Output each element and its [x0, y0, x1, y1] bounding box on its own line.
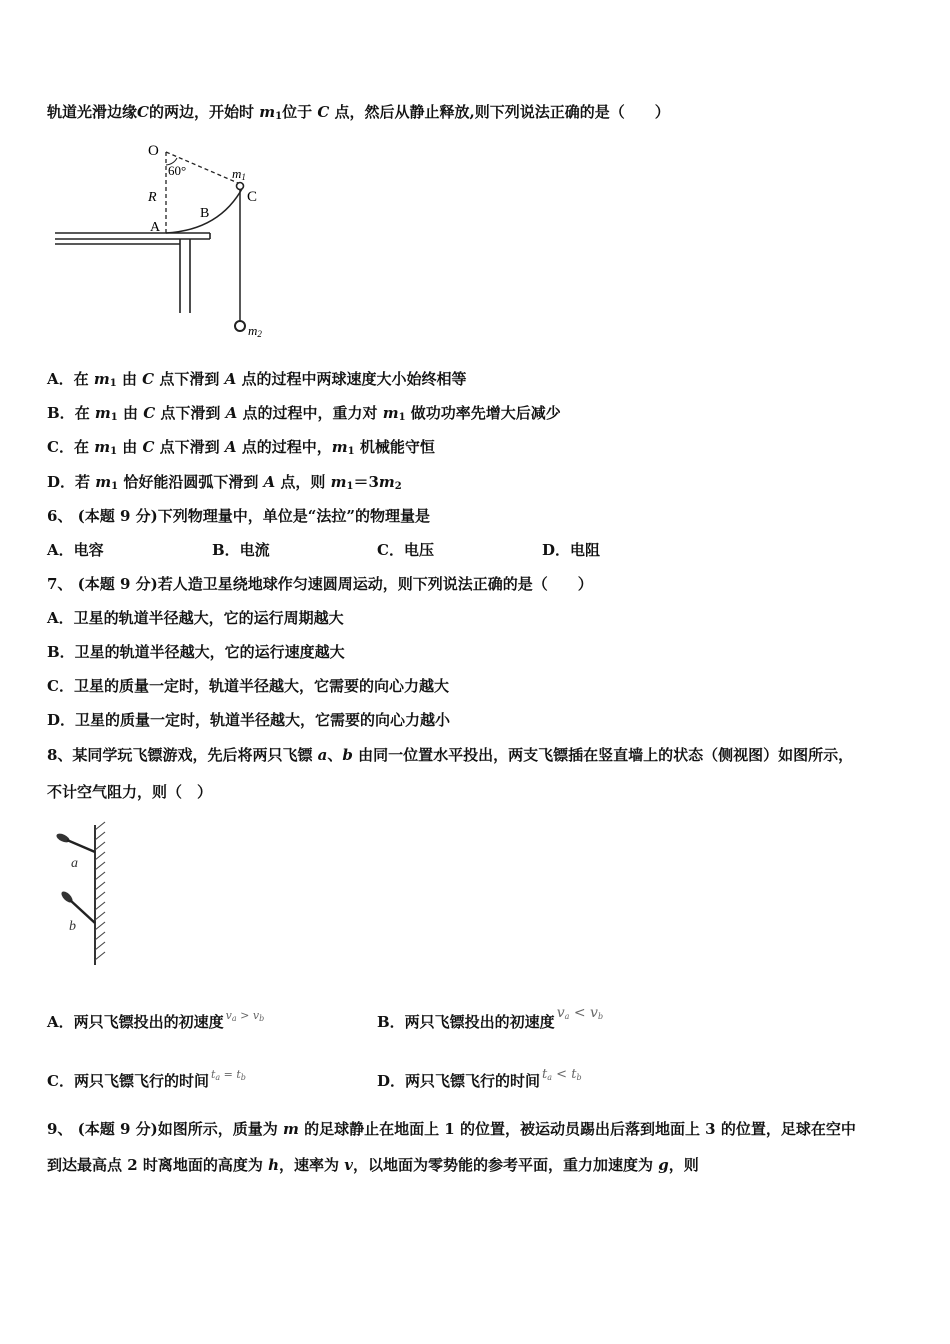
q8-option-b-math: $v_a < v_b$ — [556, 1005, 604, 1021]
darts-wall-figure — [45, 820, 120, 970]
q7-option-a[interactable]: A．卫星的轨道半径越大，它的运行周期越大 — [47, 609, 344, 627]
wall-hatching — [95, 822, 105, 960]
q5-option-d[interactable]: D．若 $m_1$ 恰好能沿圆弧下滑到 A 点，则 $m_1=3m_2$ — [47, 473, 402, 492]
label-o: O — [148, 143, 159, 159]
q6-stem: 6、 (本题 9 分)下列物理量中，单位是“法拉”的物理量是 — [47, 507, 430, 525]
q8-stem-line2: 不计空气阻力，则（ ） — [47, 783, 213, 801]
q5-option-a[interactable]: A．在 $m_1$ 由 C 点下滑到 A 点的过程中两球速度大小始终相等 — [47, 370, 467, 389]
label-m1: m1 — [232, 166, 246, 182]
q7-stem: 7、 (本题 9 分)若人造卫星绕地球作匀速圆周运动，则下列说法正确的是（ ） — [47, 575, 593, 593]
q8-option-a[interactable]: A．两只飞镖投出的初速度 $^{v_a > v_b}$ — [47, 1009, 265, 1031]
q5-option-c[interactable]: C．在 $m_1$ 由 C 点下滑到 A 点的过程中，$m_1$ 机械能守恒 — [47, 438, 435, 457]
q9-stem-line2: 到达最高点 2 时离地面的高度为 h，速率为 v，以地面为零势能的参考平面，重力加速度为 g，则 — [47, 1156, 699, 1174]
label-b: B — [200, 206, 210, 221]
q7-option-b[interactable]: B．卫星的轨道半径越大，它的运行速度越大 — [47, 643, 345, 661]
q6-option-a[interactable]: A．电容 — [47, 541, 104, 559]
track-pulley-figure — [50, 135, 290, 345]
label-m2: m2 — [248, 323, 262, 339]
q6-option-c[interactable]: C．电压 — [377, 541, 434, 559]
q8-option-a-math: va > vb — [225, 1009, 265, 1023]
q7-option-c[interactable]: C．卫星的质量一定时，轨道半径越大，它需要的向心力越大 — [47, 677, 449, 695]
q5-option-b[interactable]: B．在 $m_1$ 由 C 点下滑到 A 点的过程中，重力对 $m_1$ 做功功率先增大后减少 — [47, 404, 561, 423]
question-intro-line: 轨道光滑边缘C的两边，开始时 $m_1$位于 C 点，然后从静止释放,则下列说法正确的是（ ） — [47, 103, 670, 122]
q8-option-d-math: $t_a < t_b$ — [542, 1067, 582, 1082]
q6-option-b[interactable]: B．电流 — [212, 541, 270, 559]
dart-a — [67, 840, 95, 852]
label-dart-a: a — [71, 856, 78, 871]
q8-option-c[interactable]: C．两只飞镖飞行的时间 $^{t_a = t_b}$ — [47, 1068, 246, 1090]
label-a: A — [150, 220, 161, 235]
label-angle: 60° — [168, 163, 187, 178]
q8-stem: 8、某同学玩飞镖游戏，先后将两只飞镖 a、b 由同一位置水平投出，两支飞镖插在竖直墙上的状态（侧视图）如图所示， — [47, 746, 854, 764]
label-c: C — [247, 189, 258, 205]
ball-m1 — [237, 183, 244, 190]
label-dart-b: b — [69, 919, 76, 934]
q6-option-d[interactable]: D．电阻 — [542, 541, 601, 559]
q8-option-b[interactable]: B．两只飞镖投出的初速度 $v_a < v_b$ — [377, 1005, 604, 1031]
ball-m2 — [235, 321, 245, 331]
q8-option-d[interactable]: D．两只飞镖飞行的时间 $t_a < t_b$ — [377, 1067, 582, 1090]
q8-option-c-math: ta = tb — [210, 1068, 246, 1082]
q9-stem-line1: 9、 (本题 9 分)如图所示，质量为 m 的足球静止在地面上 1 的位置，被运动员踢出后落到地面上 3 的位置，足球在空中 — [47, 1120, 856, 1138]
dart-a-tail — [55, 832, 71, 844]
label-r: R — [148, 190, 157, 205]
q7-option-d[interactable]: D．卫星的质量一定时，轨道半径越大，它需要的向心力越小 — [47, 711, 451, 729]
